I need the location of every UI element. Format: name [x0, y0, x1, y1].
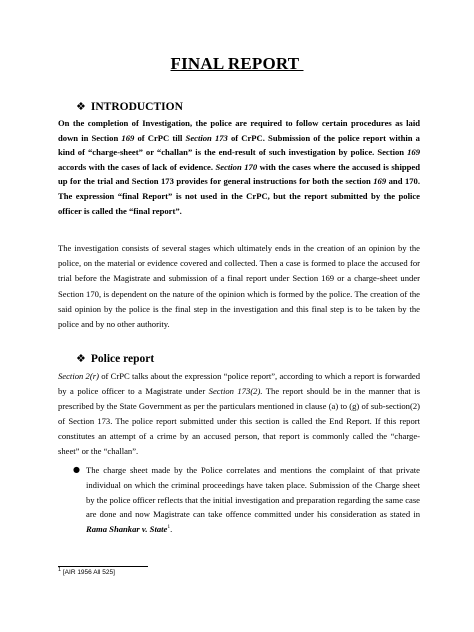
intro-ref-169: 169: [121, 132, 135, 143]
ref-section-2r: Section 2(r): [58, 371, 99, 381]
intro-ref-section-170: Section 170: [215, 161, 258, 172]
bullet-text: The charge sheet made by the Police correlates and mentions the complaint of that private individual on which the criminal proceedings have taken place. Submission of the Charge sheet by the police officer reflects that the initial investigation and preparation regarding the same case are done and now Magistrate can take offence committed under his consideration as stated in: [86, 465, 420, 520]
diamond-bullet-icon: ❖: [76, 100, 86, 113]
police-report-paragraph: [58, 369, 420, 459]
footnote-text: [AIR 1956 All 525]: [61, 569, 115, 576]
ref-section-173-2: Section 173(2).: [208, 386, 263, 396]
police-text-1: of CrPC talks about the expression “police report”, according to which a report is forwarded by a police officer to a Magistrate under: [58, 371, 420, 396]
introduction-heading: [76, 100, 183, 113]
case-name: Rama Shankar v. State: [86, 524, 168, 535]
intro-ref-169-c: 169: [373, 176, 387, 187]
footnote: [58, 566, 115, 576]
intro-text-5: with the cases where the accused is shipped up for the trial and Section 173 provides for general instructions for both the section: [58, 161, 420, 187]
introduction-paragraph: [58, 116, 420, 218]
investigation-text: The investigation consists of several stages which ultimately ends in the creation of an opinion by the police, on the material or evidence covered and collected. Then a case is formed to place the accused for trial before the Magistrate and submission of a final report under Section 169 or a charge-sheet under Section 170, is dependent on the nature of the opinion which is formed by the police. The creation of the said opinion by the police is the final step in the investigation and this final step is to be taken by the police and by no other authority.: [58, 243, 420, 330]
police-text-2: The report should be in the manner that is prescribed by the State Government as per the particulars mentioned in clause (a) to (g) of sub-section(2) of Section 173. The police report submitted under this section is called the End Report. If this report constitutes an attempt of a crime by an accused person, that report is commonly called the “charge-sheet” or the “challan”.: [58, 386, 420, 456]
intro-text-4: accords with the cases of lack of evidence.: [58, 161, 216, 172]
intro-ref-section-173: Section 173: [185, 132, 228, 143]
police-report-heading-label: Police report: [90, 352, 155, 365]
diamond-bullet-icon: ❖: [76, 352, 86, 365]
footnote-reference[interactable]: 1: [167, 524, 171, 531]
intro-text-3: of CrPC. Submission of the police report within a kind of “charge-sheet” or “challan” is the end-result of such investigation by police. Section: [58, 132, 420, 158]
intro-text-2: of CrPC till: [134, 132, 186, 143]
intro-text-6: and 170. The expression “final Report” is not used in the CrPC, but the report submitted by the police officer is called the “final report”.: [58, 176, 420, 216]
page-title: FINAL REPORT: [170, 54, 304, 73]
bullet-dot-icon: ●: [73, 465, 80, 474]
intro-ref-169-b: 169: [407, 147, 420, 158]
footnote-marker: 1: [58, 566, 62, 573]
police-report-heading: [76, 352, 154, 365]
bullet-end: .: [170, 524, 173, 535]
footnote-divider: [58, 566, 148, 567]
list-item: [73, 463, 420, 537]
investigation-paragraph: [58, 241, 420, 332]
introduction-heading-label: INTRODUCTION: [90, 100, 183, 113]
intro-text-1: On the completion of Investigation, the police are required to follow certain procedures as laid down in Section: [58, 118, 420, 143]
